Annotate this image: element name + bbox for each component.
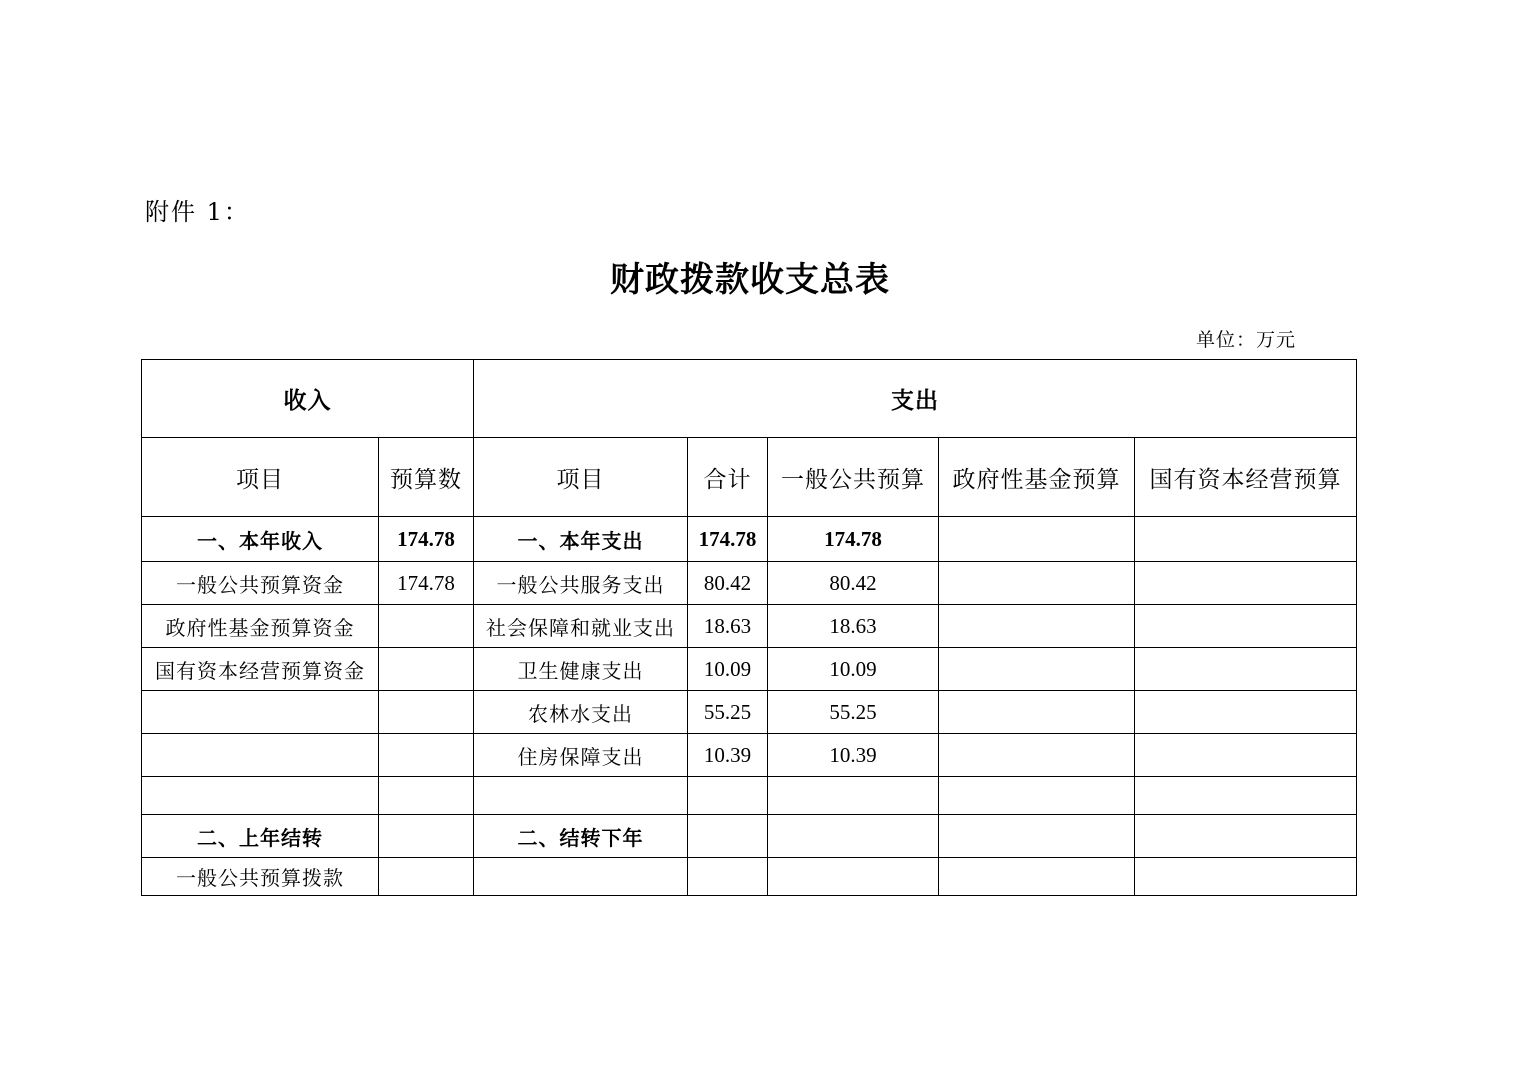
table-cell (1135, 734, 1357, 777)
table-cell (379, 858, 474, 896)
table-cell (1135, 648, 1357, 691)
table-cell: 10.39 (688, 734, 768, 777)
table-cell (688, 777, 768, 815)
income-header: 收入 (142, 360, 474, 438)
table-cell (474, 777, 688, 815)
table-cell (474, 858, 688, 896)
column-header: 合计 (688, 438, 768, 517)
unit-label: 单位：万元 (1196, 329, 1297, 351)
attachment-label: 附件 1： (145, 198, 250, 226)
page-title: 财政拨款收支总表 (610, 260, 890, 300)
table-row (142, 517, 1357, 562)
table-cell (379, 734, 474, 777)
column-header: 国有资本经营预算 (1135, 438, 1357, 517)
table-cell (379, 691, 474, 734)
table-row (142, 815, 1357, 858)
table-cell: 卫生健康支出 (474, 648, 688, 691)
table-cell (1135, 605, 1357, 648)
column-header: 项目 (142, 438, 379, 517)
table-cell (939, 562, 1135, 605)
table-cell: 18.63 (688, 605, 768, 648)
table-row (142, 605, 1357, 648)
table-cell (768, 815, 939, 858)
table-cell (1135, 777, 1357, 815)
table-row (142, 648, 1357, 691)
table-cell (379, 815, 474, 858)
table-cell (1135, 517, 1357, 562)
table-cell (939, 858, 1135, 896)
table-cell: 一、本年支出 (474, 517, 688, 562)
table-cell: 10.09 (688, 648, 768, 691)
table-cell (768, 858, 939, 896)
table-cell: 174.78 (768, 517, 939, 562)
table-cell: 174.78 (688, 517, 768, 562)
table-cell (939, 777, 1135, 815)
table-cell (939, 815, 1135, 858)
table-cell (142, 734, 379, 777)
table-cell: 一、本年收入 (142, 517, 379, 562)
table-column-header-row (142, 438, 1357, 517)
table-cell: 社会保障和就业支出 (474, 605, 688, 648)
expense-header: 支出 (474, 360, 1357, 438)
table-row (142, 734, 1357, 777)
column-header: 项目 (474, 438, 688, 517)
table-cell: 二、上年结转 (142, 815, 379, 858)
table-cell (688, 858, 768, 896)
table-cell: 174.78 (379, 517, 474, 562)
table-cell: 80.42 (688, 562, 768, 605)
table-cell (1135, 858, 1357, 896)
table-cell (939, 648, 1135, 691)
table-cell (939, 517, 1135, 562)
table-cell (379, 777, 474, 815)
table-cell: 一般公共预算拨款 (142, 858, 379, 896)
table-cell (379, 605, 474, 648)
budget-summary-table (141, 359, 1357, 896)
table-cell (939, 605, 1135, 648)
table-cell: 一般公共服务支出 (474, 562, 688, 605)
table-cell (1135, 691, 1357, 734)
table-cell: 55.25 (768, 691, 939, 734)
table-cell: 174.78 (379, 562, 474, 605)
table-cell: 18.63 (768, 605, 939, 648)
table-cell (939, 691, 1135, 734)
table-cell: 国有资本经营预算资金 (142, 648, 379, 691)
table-cell: 10.09 (768, 648, 939, 691)
table-row (142, 777, 1357, 815)
table-cell: 80.42 (768, 562, 939, 605)
table-group-header-row (142, 360, 1357, 438)
table-cell (768, 777, 939, 815)
table-cell: 政府性基金预算资金 (142, 605, 379, 648)
table-cell (1135, 815, 1357, 858)
table-cell (379, 648, 474, 691)
table-cell: 10.39 (768, 734, 939, 777)
table-row (142, 691, 1357, 734)
table-cell: 一般公共预算资金 (142, 562, 379, 605)
table-row (142, 562, 1357, 605)
column-header: 政府性基金预算 (939, 438, 1135, 517)
table-cell: 农林水支出 (474, 691, 688, 734)
table-cell: 55.25 (688, 691, 768, 734)
table-cell (142, 777, 379, 815)
table-cell: 二、结转下年 (474, 815, 688, 858)
column-header: 预算数 (379, 438, 474, 517)
table-cell (688, 815, 768, 858)
column-header: 一般公共预算 (768, 438, 939, 517)
table-cell (1135, 562, 1357, 605)
table-cell (142, 691, 379, 734)
table-cell: 住房保障支出 (474, 734, 688, 777)
table-row (142, 858, 1357, 896)
table-cell (939, 734, 1135, 777)
